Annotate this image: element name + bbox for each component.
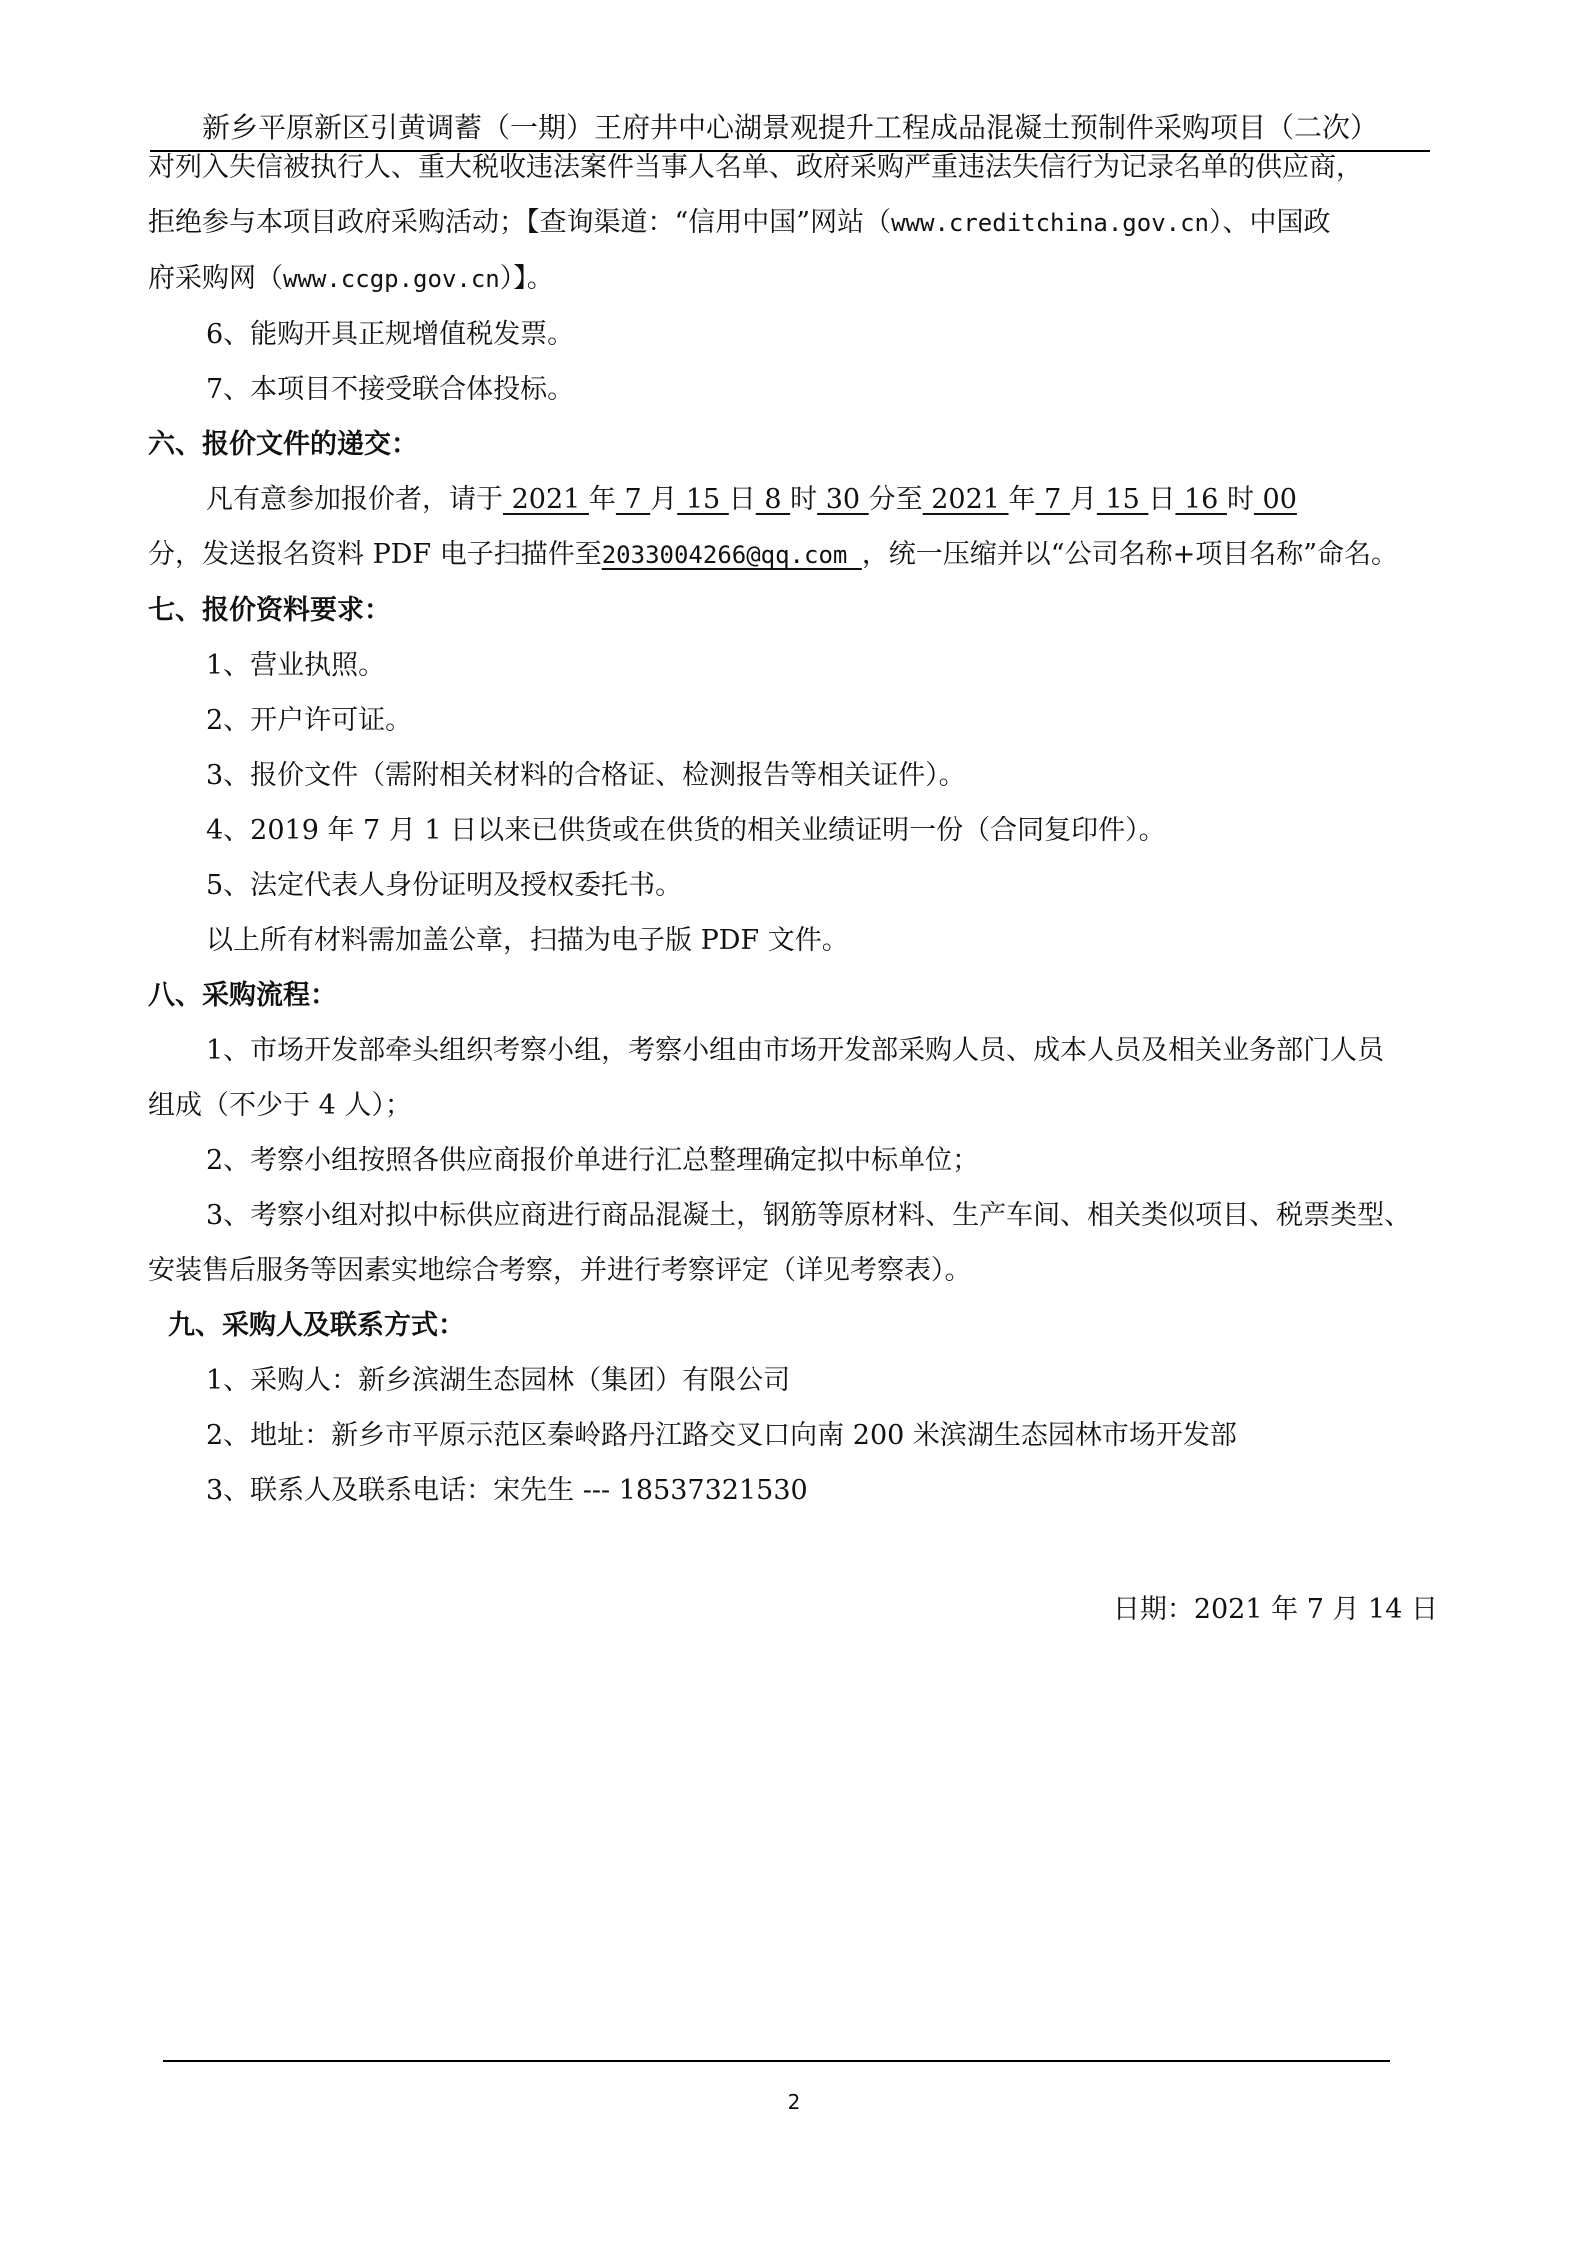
continued-paragraph-line: 对列入失信被执行人、重大税收违法案件当事人名单、政府采购严重违法失信行为记录名单的供应商， bbox=[148, 152, 1363, 183]
ccgp-url: www.ccgp.gov.cn bbox=[283, 265, 500, 293]
list-item: 2、地址：新乡市平原示范区秦岭路丹江路交叉口向南 200 米滨湖生态园林市场开发部 bbox=[206, 1420, 1237, 1451]
list-item-continuation: 安装售后服务等因素实地综合考察，并进行考察评定（详见考察表）。 bbox=[148, 1255, 972, 1286]
section-heading-9: 九、采购人及联系方式： bbox=[168, 1310, 465, 1341]
list-item: 1、营业执照。 bbox=[206, 650, 386, 681]
creditchina-url: www.creditchina.gov.cn bbox=[891, 209, 1209, 237]
end-month: 7 bbox=[1035, 484, 1070, 515]
end-day: 15 bbox=[1096, 484, 1149, 515]
section-heading-7: 七、报价资料要求： bbox=[148, 595, 391, 626]
continued-paragraph-line: 拒绝参与本项目政府采购活动；【查询渠道：“信用中国”网站（www.creditchina.gov.cn）、中国政 bbox=[148, 207, 1331, 238]
list-item: 3、联系人及联系电话：宋先生 --- 18537321530 bbox=[206, 1475, 808, 1506]
submission-time-line: 凡有意参加报价者，请于 2021 年 7 月 15 日 8 时 30 分至 2021 年 7 月 15 日 16 时 00 bbox=[206, 484, 1297, 515]
section-heading-8: 八、采购流程： bbox=[148, 980, 337, 1011]
list-item: 7、本项目不接受联合体投标。 bbox=[206, 374, 575, 405]
end-year: 2021 bbox=[922, 484, 1009, 515]
start-minute: 30 bbox=[817, 484, 869, 515]
list-item: 5、法定代表人身份证明及授权委托书。 bbox=[206, 870, 683, 901]
list-item: 2、考察小组按照各供应商报价单进行汇总整理确定拟中标单位； bbox=[206, 1145, 980, 1176]
list-item: 3、报价文件（需附相关材料的合格证、检测报告等相关证件）。 bbox=[206, 760, 966, 791]
start-hour: 8 bbox=[755, 484, 791, 515]
end-minute: 00 bbox=[1253, 484, 1297, 515]
submission-email-line: 分，发送报名资料 PDF 电子扫描件至2033004266@qq.com ，统一压缩并以“公司名称+项目名称”命名。 bbox=[148, 539, 1399, 570]
page-number: 2 bbox=[787, 2090, 801, 2114]
start-day: 15 bbox=[677, 484, 729, 515]
footer-divider bbox=[163, 2060, 1390, 2062]
list-item-continuation: 组成（不少于 4 人）； bbox=[148, 1090, 412, 1121]
materials-note: 以上所有材料需加盖公章，扫描为电子版 PDF 文件。 bbox=[206, 925, 849, 956]
list-item: 6、能购开具正规增值税发票。 bbox=[206, 319, 575, 350]
document-date: 日期：2021 年 7 月 14 日 bbox=[1112, 1594, 1438, 1625]
list-item: 4、2019 年 7 月 1 日以来已供货或在供货的相关业绩证明一份（合同复印件）。 bbox=[206, 815, 1166, 846]
list-item: 3、考察小组对拟中标供应商进行商品混凝土，钢筋等原材料、生产车间、相关类似项目、税票类型、 bbox=[206, 1200, 1412, 1231]
start-month: 7 bbox=[615, 484, 651, 515]
document-body bbox=[148, 140, 1438, 1518]
end-hour: 16 bbox=[1175, 484, 1227, 515]
list-item: 1、采购人：新乡滨湖生态园林（集团）有限公司 bbox=[206, 1365, 791, 1396]
list-item: 2、开户许可证。 bbox=[206, 705, 413, 736]
section-heading-6: 六、报价文件的递交： bbox=[148, 429, 418, 460]
continued-paragraph-line: 府采购网（www.ccgp.gov.cn）】。 bbox=[148, 263, 554, 294]
running-header: 新乡平原新区引黄调蓄（一期）王府井中心湖景观提升工程成品混凝土预制件采购项目（二次） bbox=[150, 108, 1430, 152]
contact-email-link[interactable]: 2033004266@qq.com bbox=[601, 541, 862, 569]
list-item: 1、市场开发部牵头组织考察小组，考察小组由市场开发部采购人员、成本人员及相关业务部门人员 bbox=[206, 1035, 1385, 1066]
start-year: 2021 bbox=[503, 484, 589, 515]
